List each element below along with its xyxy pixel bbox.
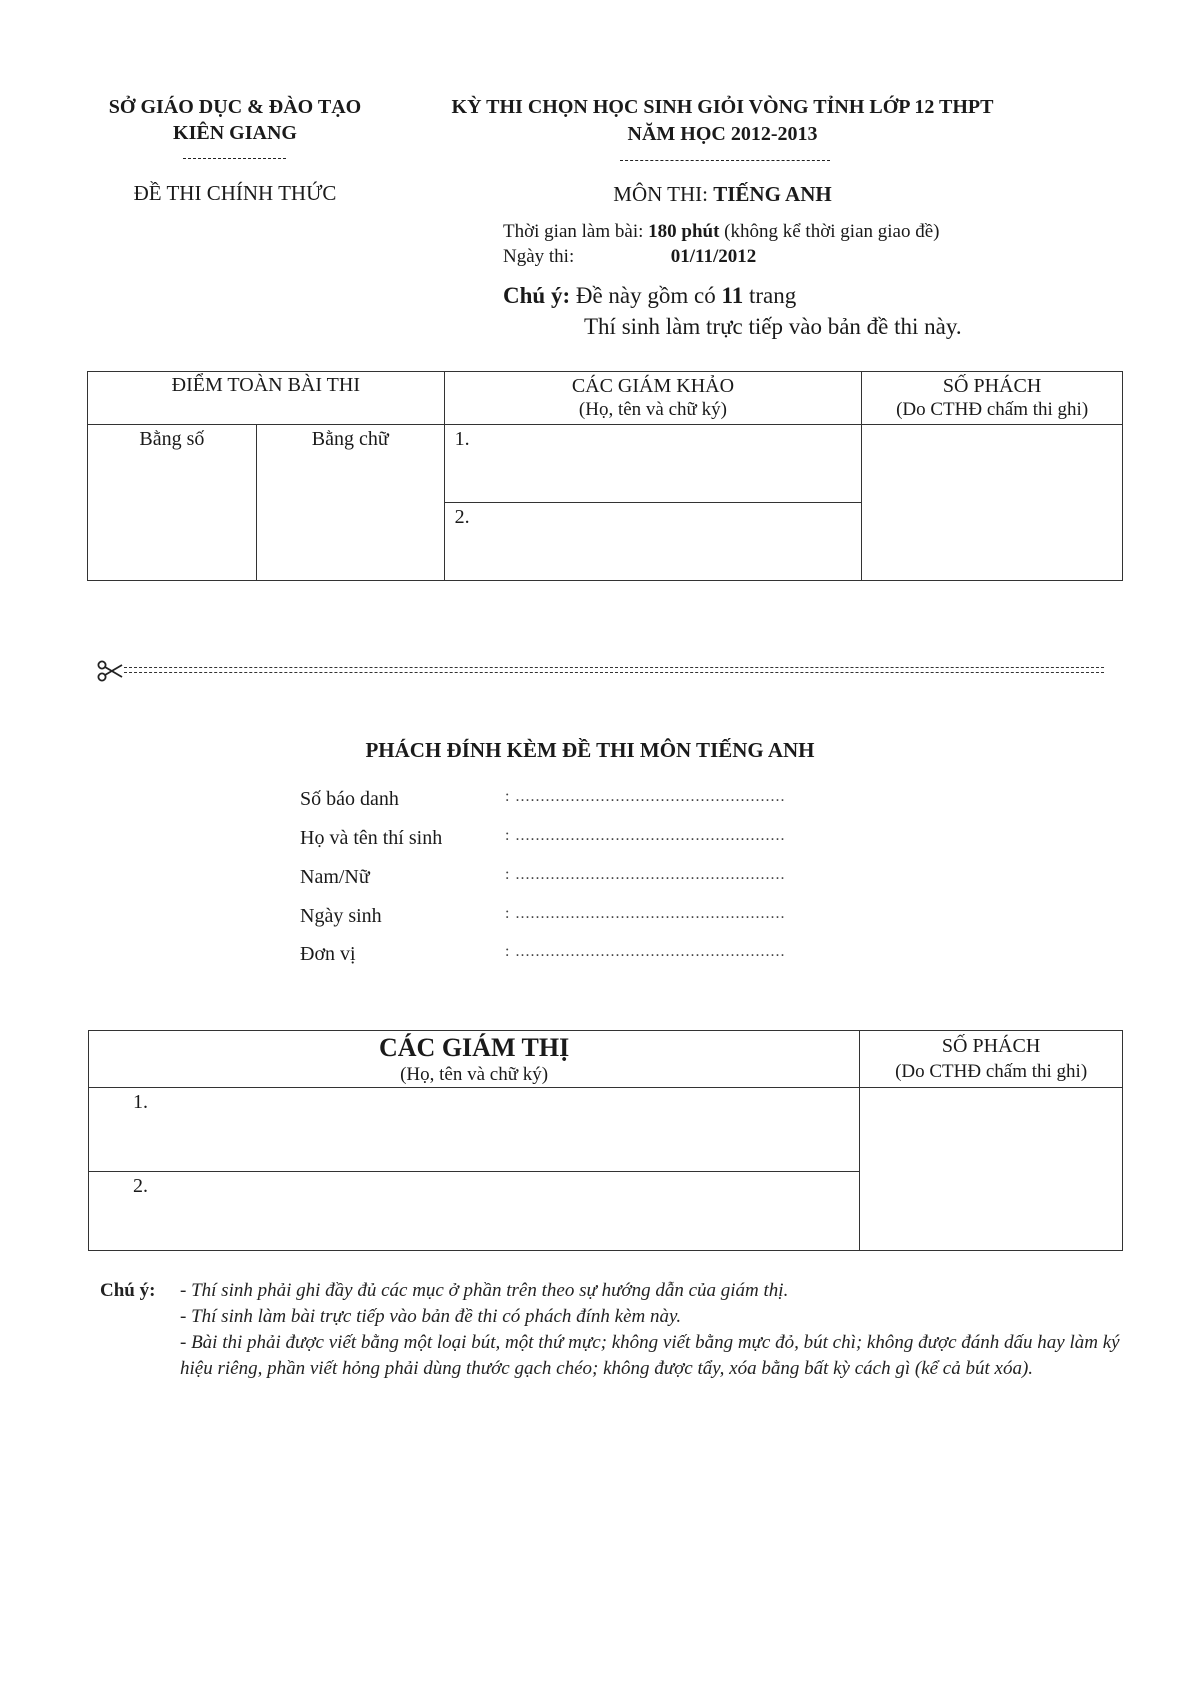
proctor-code-subtitle: (Do CTHĐ chấm thi ghi) bbox=[895, 1061, 1088, 1082]
proctor-code-title: SỐ PHÁCH bbox=[941, 1035, 1041, 1057]
total-score-header-text: ĐIỂM TOÀN BÀI THI bbox=[171, 374, 360, 396]
proctor-2-cell[interactable] bbox=[89, 1172, 860, 1251]
field-gender-dots[interactable]: : ...................................................... bbox=[505, 866, 786, 883]
school-year: NĂM HỌC 2012-2013 bbox=[627, 123, 818, 145]
examiners-header bbox=[444, 372, 862, 425]
total-score-header bbox=[88, 372, 445, 425]
note-item-3-text: - Bài thi phải được viết bằng một loại bút, một thứ mực; không viết bằng mực đỏ, bút chì; không được đánh dấu hay làm ký hiệu riêng, phần viết hỏng phải dùng thước gạch chéo; không được tẩy, xóa bằng bất kỳ cách gì (kể cả bút xóa). bbox=[180, 1332, 1120, 1379]
proctors-header bbox=[89, 1031, 860, 1088]
field-candidate-number[interactable] bbox=[300, 788, 940, 818]
code-title: SỐ PHÁCH bbox=[942, 375, 1042, 397]
proctors-subtitle: (Họ, tên và chữ ký) bbox=[400, 1064, 549, 1085]
field-gender[interactable] bbox=[300, 866, 940, 896]
score-by-words-label: Bằng chữ bbox=[311, 428, 389, 450]
code-cell[interactable] bbox=[862, 425, 1123, 581]
department-divider bbox=[183, 158, 286, 159]
date-value: 01/11/2012 bbox=[670, 246, 757, 267]
attachment-title: PHÁCH ĐÍNH KÈM ĐỀ THI MÔN TIẾNG ANH bbox=[365, 738, 815, 762]
field-full-name-label: Họ và tên thí sinh bbox=[300, 827, 443, 849]
instructions-notes bbox=[100, 1278, 1130, 1382]
note-item-2 bbox=[100, 1304, 1130, 1330]
date-line bbox=[503, 246, 756, 268]
proctor-1-number: 1. bbox=[133, 1091, 148, 1113]
note-item-2-text: - Thí sinh làm bài trực tiếp vào bản đề thi có phách đính kèm này. bbox=[180, 1306, 682, 1327]
subject-line bbox=[395, 182, 1050, 207]
time-line bbox=[503, 221, 939, 243]
subject-name: TIẾNG ANH bbox=[713, 182, 832, 206]
score-table bbox=[87, 371, 1123, 581]
note-item-1 bbox=[100, 1278, 1130, 1304]
field-unit-label: Đơn vị bbox=[300, 943, 356, 965]
pages-note-count: 11 bbox=[721, 283, 744, 308]
date-label: Ngày thi: bbox=[503, 246, 575, 267]
department-name bbox=[80, 94, 390, 146]
field-birth-date-dots[interactable]: : ...................................................... bbox=[505, 905, 786, 922]
field-unit[interactable] bbox=[300, 943, 940, 973]
code-header bbox=[862, 372, 1123, 425]
direct-note: Thí sinh làm trực tiếp vào bản đề thi này. bbox=[584, 314, 962, 339]
field-unit-dots[interactable]: : ...................................................... bbox=[505, 943, 786, 960]
note-item-1-text: - Thí sinh phải ghi đầy đủ các mục ở phần trên theo sự hướng dẫn của giám thị. bbox=[180, 1280, 789, 1301]
subject-label: MÔN THI: bbox=[613, 182, 708, 206]
code-subtitle: (Do CTHĐ chấm thi ghi) bbox=[896, 399, 1089, 420]
proctor-1-cell[interactable] bbox=[89, 1088, 860, 1172]
field-candidate-number-dots[interactable]: : ...................................................... bbox=[505, 788, 786, 805]
exam-title: KỲ THI CHỌN HỌC SINH GIỎI VÒNG TỈNH LỚP 12 THPT bbox=[451, 96, 994, 118]
notes-label: Chú ý: bbox=[100, 1280, 156, 1301]
field-full-name[interactable] bbox=[300, 827, 940, 857]
examiners-title: CÁC GIÁM KHẢO bbox=[571, 375, 735, 397]
cut-line bbox=[124, 667, 1104, 673]
pages-note-label: Chú ý: bbox=[503, 283, 571, 308]
score-by-number-label: Bằng số bbox=[139, 428, 205, 450]
time-note: (không kể thời gian giao đề) bbox=[724, 221, 940, 242]
proctor-2-number: 2. bbox=[133, 1175, 148, 1197]
time-label: Thời gian làm bài: bbox=[503, 221, 644, 242]
pages-note-post: trang bbox=[748, 283, 797, 308]
field-candidate-number-label: Số báo danh bbox=[300, 788, 399, 810]
scissors-icon bbox=[97, 660, 123, 682]
proctor-code-header bbox=[860, 1031, 1123, 1088]
examiners-subtitle: (Họ, tên và chữ ký) bbox=[578, 399, 727, 420]
proctors-title: CÁC GIÁM THỊ bbox=[379, 1033, 570, 1062]
score-by-words-cell[interactable] bbox=[256, 425, 444, 581]
field-gender-label: Nam/Nữ bbox=[300, 866, 370, 888]
department-line-1: SỞ GIÁO DỤC & ĐÀO TẠO bbox=[108, 96, 362, 118]
official-exam-label: ĐỀ THI CHÍNH THỨC bbox=[133, 181, 337, 205]
exam-title-block bbox=[395, 94, 1050, 148]
examiner-1-cell[interactable] bbox=[444, 425, 862, 503]
examiner-2-number: 2. bbox=[454, 506, 470, 528]
pages-note-pre: Đề này gồm có bbox=[575, 283, 716, 308]
exam-title-divider bbox=[620, 160, 830, 161]
note-item-3 bbox=[100, 1330, 1130, 1382]
proctor-table bbox=[88, 1030, 1123, 1251]
department-line-2: KIÊN GIANG bbox=[173, 122, 297, 144]
field-birth-date[interactable] bbox=[300, 905, 940, 935]
proctor-code-cell[interactable] bbox=[860, 1088, 1123, 1251]
field-full-name-dots[interactable]: : ...................................................... bbox=[505, 827, 786, 844]
examiner-2-cell[interactable] bbox=[444, 503, 862, 581]
pages-note bbox=[503, 283, 796, 309]
field-birth-date-label: Ngày sinh bbox=[300, 905, 382, 927]
examiner-1-number: 1. bbox=[454, 428, 470, 450]
time-value: 180 phút bbox=[648, 221, 720, 242]
score-by-number-cell[interactable] bbox=[88, 425, 257, 581]
